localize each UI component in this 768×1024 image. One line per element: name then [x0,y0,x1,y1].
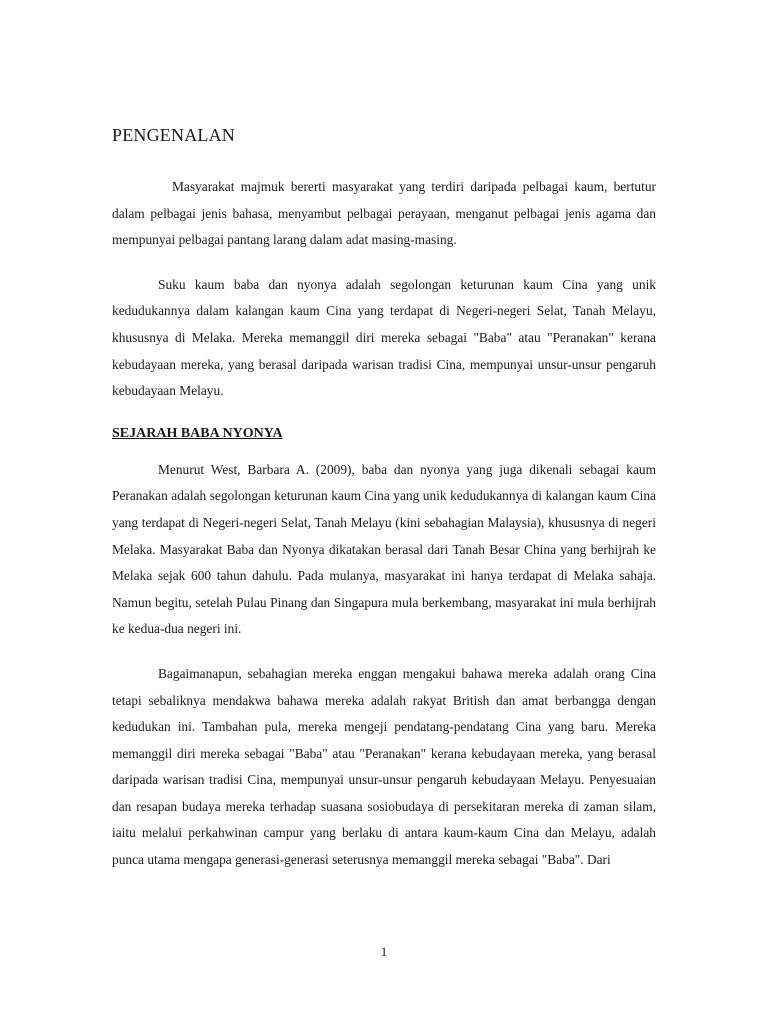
intro-paragraph-2: Suku kaum baba dan nyonya adalah segolongan keturunan kaum Cina yang unik kedudukannya dalam kalangan kaum Cina yang terdapat di Negeri-negeri Selat, Tanah Melayu, khususnya di Melaka. Mereka memanggil diri mereka sebagai "Baba" atau "Peranakan" kerana kebudayaan mereka, yang berasal daripada warisan tradisi Cina, mempunyai unsur-unsur pengaruh kebudayaan Melayu. [112,276,656,399]
intro-paragraph-1: Masyarakat majmuk bererti masyarakat yang terdiri daripada pelbagai kaum, bertutur dalam pelbagai jenis bahasa, menyambut pelbagai perayaan, menganut pelbagai jenis agama dan mempunyai pelbagai pantang larang dalam adat masing-masing. [112,179,656,248]
section-heading: SEJARAH BABA NYONYA [112,425,283,441]
section-paragraph-2: Bagaimanapun, sebahagian mereka enggan mengakui bahawa mereka adalah orang Cina tetapi sebaliknya mendakwa bahawa mereka adalah rakyat British dan amat berbangga dengan kedudukan ini. Tambahan pula, mereka mengeji pendatang-pendatang Cina yang baru. Mereka memanggil diri mereka sebagai "Baba" atau "Peranakan" kerana kebudayaan mereka, yang berasal daripada warisan tradisi Cina, mempunyai unsur-unsur pengaruh kebudayaan Melayu. Penyesuaian dan resapan budaya mereka terhadap suasana sosiobudaya di persekitaran mereka di zaman silam, iaitu melalui perkahwinan campur yang berlaku di antara kaum-kaum Cina dan Melayu, adalah punca utama mengapa generasi-generasi seterusnya memanggil mereka sebagai "Baba". Dari [112,665,656,868]
page-number: 1 [380,944,388,959]
page-title: PENGENALAN [112,125,235,145]
section-paragraph-1: Menurut West, Barbara A. (2009), baba dan nyonya yang juga dikenali sebagai kaum Peranakan adalah segolongan keturunan kaum Cina yang unik kedudukannya di kalangan kaum Cina yang terdapat di Negeri-negeri Selat, Tanah Melayu (kini sebahagian Malaysia), khususnya di negeri Melaka. Masyarakat Baba dan Nyonya dikatakan berasal dari Tanah Besar China yang berhijrah ke Melaka sejak 600 tahun dahulu. Pada mulanya, masyarakat ini hanya terdapat di Melaka sahaja. Namun begitu, setelah Pulau Pinang dan Singapura mula berkembang, masyarakat ini mula berhijrah ke kedua-dua negeri ini. [112,461,656,637]
page-content [112,122,656,892]
